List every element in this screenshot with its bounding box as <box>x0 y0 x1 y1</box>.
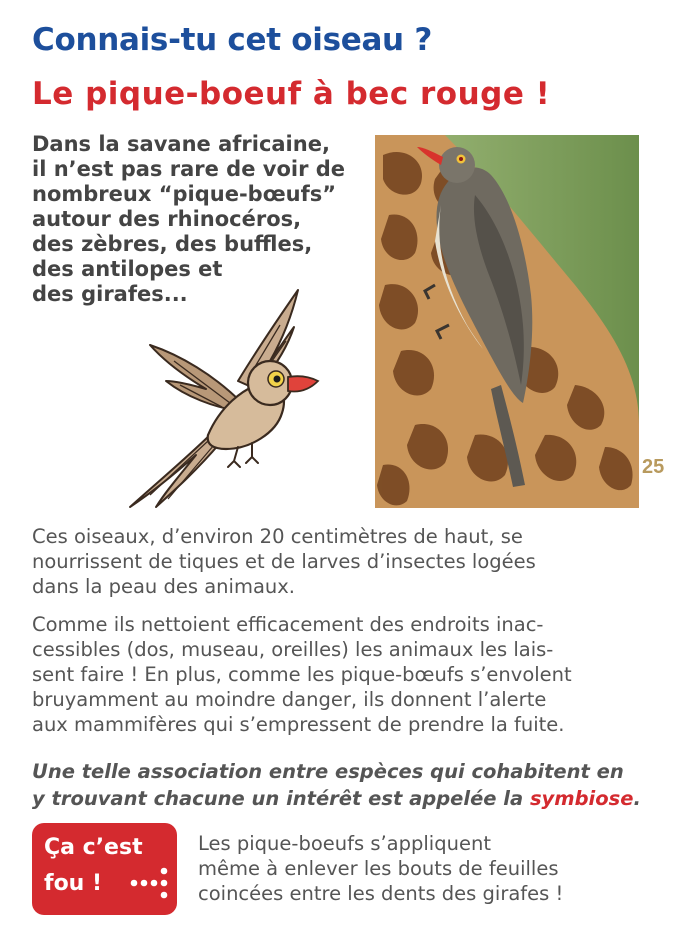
paragraph-line: Comme ils nettoient efficacement des endroits inac- <box>32 613 544 636</box>
conclusion-punctuation: . <box>633 787 641 810</box>
intro-line: il n’est pas rare de voir de <box>32 157 346 181</box>
paragraph-line: dans la peau des animaux. <box>32 575 295 598</box>
symbiosis-definition <box>32 758 652 812</box>
page-number: 25 <box>642 456 665 478</box>
page-subtitle: Le pique-boeuf à bec rouge ! <box>32 76 551 112</box>
cartoon-oxpecker-bird-icon <box>110 285 320 515</box>
fun-fact-badge <box>32 823 177 915</box>
fact-line: même à enlever les bouts de feuilles <box>198 857 559 880</box>
paragraph-benefits <box>32 612 642 737</box>
paragraph-line: bruyamment au moindre danger, ils donnent l’alerte <box>32 688 547 711</box>
intro-line: des antilopes et <box>32 257 223 281</box>
paragraph-diet <box>32 524 642 599</box>
symbiosis-keyword: symbiose <box>529 787 634 810</box>
conclusion-line <box>32 785 652 812</box>
oxpecker-on-giraffe-photo <box>375 135 639 508</box>
paragraph-line: aux mammifères qui s’empressent de prendre la fuite. <box>32 713 565 736</box>
paragraph-line: nourrissent de tiques et de larves d’insectes logées <box>32 550 536 573</box>
paragraph-line: sent faire ! En plus, comme les pique-bœufs s’envolent <box>32 663 572 686</box>
intro-line: nombreux “pique-bœufs” <box>32 182 337 206</box>
intro-text <box>32 132 367 307</box>
paragraph-line: cessibles (dos, museau, oreilles) les animaux les lais- <box>32 638 554 661</box>
intro-line: autour des rhinocéros, <box>32 207 302 231</box>
conclusion-line: Une telle association entre espèces qui cohabitent en <box>32 760 624 783</box>
fact-line: Les pique-boeufs s’appliquent <box>198 832 491 855</box>
paragraph-line: Ces oiseaux, d’environ 20 centimètres de haut, se <box>32 525 523 548</box>
badge-line: fou ! <box>44 871 103 896</box>
badge-line: Ça c’est <box>44 835 143 860</box>
conclusion-text: y trouvant chacune un intérêt est appelée la <box>32 787 530 810</box>
dots-icon <box>128 865 174 907</box>
intro-line: Dans la savane africaine, <box>32 132 330 156</box>
fun-fact-text <box>198 831 563 906</box>
intro-line: des girafes... <box>32 282 188 306</box>
intro-line: des zèbres, des buffles, <box>32 232 313 256</box>
fact-line: coincées entre les dents des girafes ! <box>198 882 564 905</box>
page-title: Connais-tu cet oiseau ? <box>32 22 433 58</box>
